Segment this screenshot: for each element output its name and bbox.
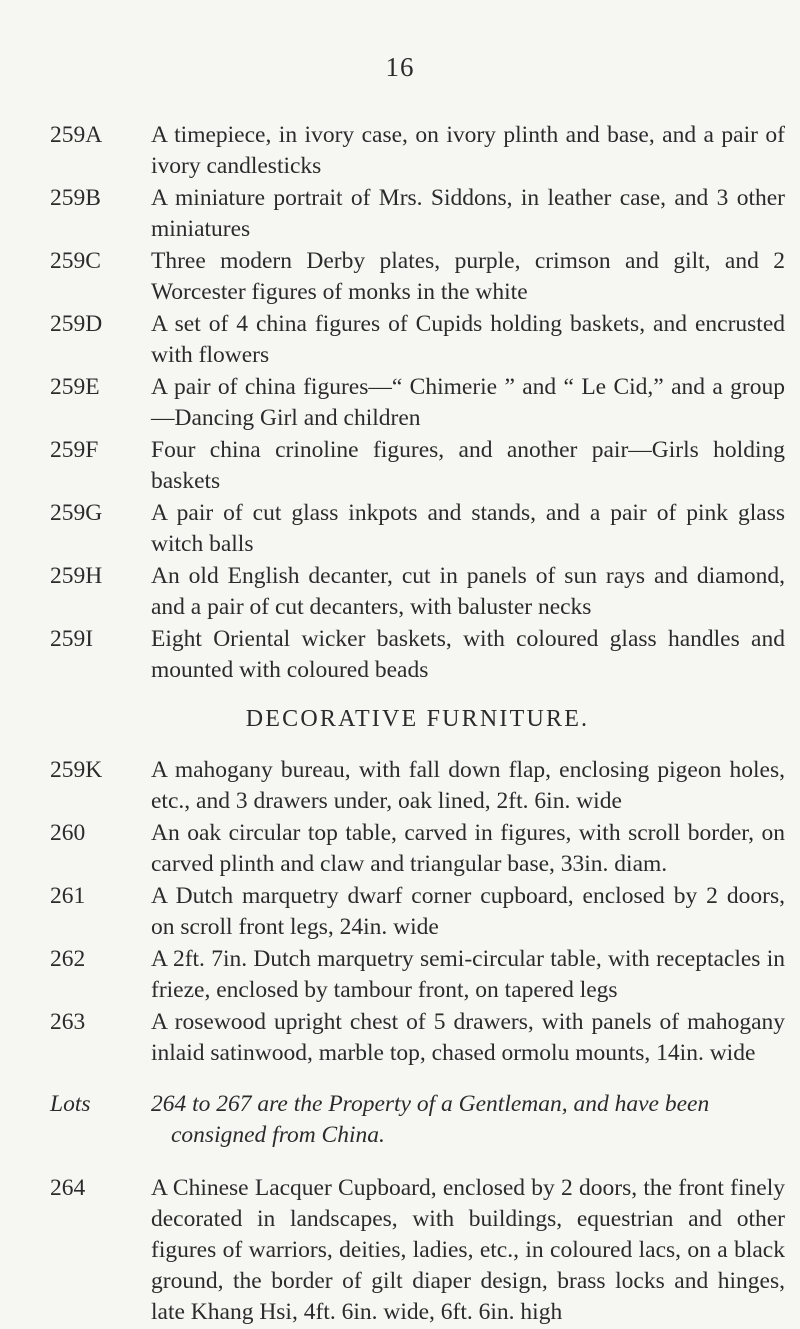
lot-number: 259D — [50, 311, 103, 337]
lots-group-b — [50, 755, 785, 1069]
lot-number: 262 — [50, 946, 86, 972]
lot-entry — [50, 120, 785, 182]
lot-number: 263 — [50, 1009, 86, 1035]
note-line-2: consigned from China. — [171, 1122, 385, 1148]
lot-description: A pair of china figures—“ Chimerie ” and “ Le Cid,” and a group—Dancing Girl and children — [151, 374, 785, 431]
lot-number: 259B — [50, 185, 101, 211]
lots-group-c — [50, 1173, 785, 1328]
lot-number: 260 — [50, 820, 86, 846]
lot-description: Eight Oriental wicker baskets, with coloured glass handles and mounted with coloured beads — [151, 626, 785, 683]
lot-entry — [50, 498, 785, 560]
lot-number: 259K — [50, 757, 103, 783]
lot-number: 259A — [50, 122, 103, 148]
lot-entry — [50, 881, 785, 943]
lot-entry — [50, 183, 785, 245]
lot-entry — [50, 372, 785, 434]
lot-number: 259F — [50, 437, 99, 463]
lot-number: 259G — [50, 500, 103, 526]
lot-number: 261 — [50, 883, 86, 909]
lot-number: 259I — [50, 626, 94, 652]
lot-entry — [50, 309, 785, 371]
lot-entry — [50, 755, 785, 817]
lot-entry — [50, 818, 785, 880]
page-number: 16 — [385, 52, 415, 82]
lot-description: A 2ft. 7in. Dutch marquetry semi-circular table, with receptacles in frieze, enclosed by tambour front, on tapered legs — [151, 946, 785, 1003]
lot-entry — [50, 1173, 785, 1328]
lot-entry — [50, 624, 785, 686]
lot-description: A pair of cut glass inkpots and stands, and a pair of pink glass witch balls — [151, 500, 785, 557]
page-content — [50, 120, 785, 1329]
note-line-1: 264 to 267 are the Property of a Gentleman, and have been — [151, 1091, 710, 1117]
lot-description: Four china crinoline figures, and another pair—Girls holding baskets — [151, 437, 785, 494]
lot-number: 259H — [50, 563, 103, 589]
lot-entry — [50, 561, 785, 623]
lots-group-a — [50, 120, 785, 686]
lot-number: 264 — [50, 1175, 86, 1201]
lot-description: An old English decanter, cut in panels of sun rays and diamond, and a pair of cut decanters, with baluster necks — [151, 563, 785, 620]
lot-number: 259E — [50, 374, 100, 400]
lot-description: A Dutch marquetry dwarf corner cupboard, enclosed by 2 doors, on scroll front legs, 24in. wide — [151, 883, 785, 940]
lot-entry — [50, 1007, 785, 1069]
section-heading: DECORATIVE FURNITURE. — [245, 706, 590, 732]
lot-entry — [50, 246, 785, 308]
lot-description: A set of 4 china figures of Cupids holding baskets, and encrusted with flowers — [151, 311, 785, 368]
note-label: Lots — [50, 1091, 91, 1117]
lot-entry — [50, 435, 785, 497]
consignment-note — [50, 1089, 785, 1151]
lot-description: A rosewood upright chest of 5 drawers, with panels of mahogany inlaid satinwood, marble top, chased ormolu mounts, 14in. wide — [151, 1009, 785, 1066]
note-text — [151, 1089, 785, 1151]
lot-description: Three modern Derby plates, purple, crimson and gilt, and 2 Worcester figures of monks in the white — [151, 248, 785, 305]
lot-number: 259C — [50, 248, 101, 274]
lot-description: A timepiece, in ivory case, on ivory plinth and base, and a pair of ivory candlesticks — [151, 122, 785, 179]
lot-description: An oak circular top table, carved in figures, with scroll border, on carved plinth and claw and triangular base, 33in. diam. — [151, 820, 785, 877]
lot-description: A Chinese Lacquer Cupboard, enclosed by 2 doors, the front finely decorated in landscapes, with buildings, equestrian and other figures of warriors, deities, ladies, etc., in coloured lacs, on a black ground, the border of gilt diaper design, brass locks and hinges, late Khang Hsi, 4ft. 6in. wide, 6ft. 6in. high — [151, 1175, 785, 1325]
lot-entry — [50, 944, 785, 1006]
lot-description: A miniature portrait of Mrs. Siddons, in leather case, and 3 other miniatures — [151, 185, 785, 242]
lot-description: A mahogany bureau, with fall down flap, enclosing pigeon holes, etc., and 3 drawers under, oak lined, 2ft. 6in. wide — [151, 757, 785, 814]
